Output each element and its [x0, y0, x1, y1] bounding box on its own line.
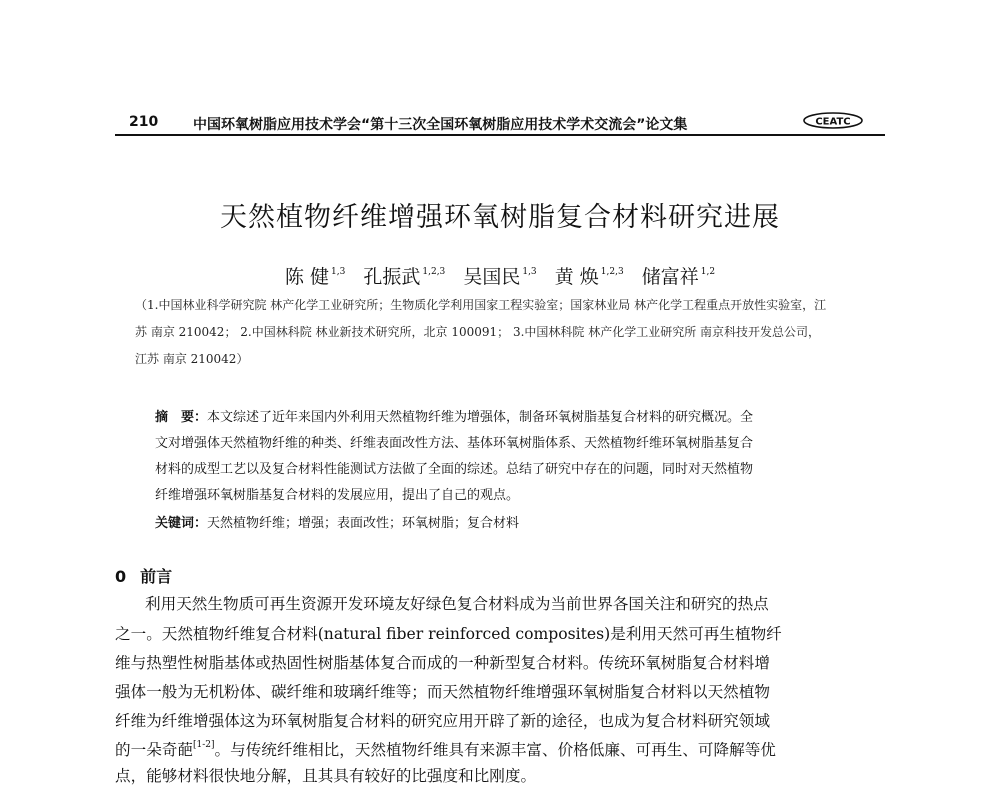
- affiliation-line: （1.中国林业科学研究院 林产化学工业研究所；生物质化学利用国家工程实验室；国家林业局 林产化学工程重点开放性实验室，江: [135, 298, 827, 312]
- author-affil: 1,2,3: [422, 267, 446, 277]
- author-name: 吴国民: [463, 266, 521, 288]
- body-text-line: [115, 738, 885, 760]
- body-text-line: 点，能够材料很快地分解，且其具有较好的比强度和比刚度。: [115, 767, 537, 785]
- body-text-line: 纤维为纤维增强体这为环氧树脂复合材料的研究应用开辟了新的途径，也成为复合材料研究领域: [115, 712, 770, 730]
- keywords-line: [155, 512, 855, 531]
- section-number: 0: [115, 567, 127, 586]
- body-text-line: 利用天然生物质可再生资源开发环境友好绿色复合材料成为当前世界各国关注和研究的热点: [145, 595, 769, 613]
- author: [285, 266, 345, 288]
- citation: [1-2]: [192, 740, 215, 750]
- abstract-line: 材料的成型工艺以及复合材料性能测试方法做了全面的综述。总结了研究中存在的问题，同时对天然植物: [155, 462, 754, 477]
- author: [363, 266, 445, 288]
- author-name: 陈 健: [284, 266, 329, 288]
- abstract-text: 本文综述了近年来国内外利用天然植物纤维为增强体，制备环氧树脂基复合材料的研究概况。全: [207, 410, 754, 425]
- author-affil: 1,2: [700, 267, 716, 277]
- series-title: 中国环氧树脂应用技术学会“第十三次全国环氧树脂应用技术学术交流会”论文集: [193, 117, 688, 133]
- keywords-text: 天然植物纤维；增强；表面改性；环氧树脂；复合材料: [207, 516, 520, 531]
- affiliation-line: 江苏 南京 210042）: [135, 352, 249, 366]
- body-text-line: 维与热塑性树脂基体或热固性树脂基体复合而成的一种新型复合材料。传统环氧树脂复合材料增: [115, 654, 770, 672]
- ceatc-logo-icon: [803, 112, 865, 129]
- page-number: 210: [129, 114, 159, 130]
- author-affil: 1,3: [330, 267, 346, 277]
- body-text-line: 强体一般为无机粉体、碳纤维和玻璃纤维等；而天然植物纤维增强环氧树脂复合材料以天然植物: [115, 683, 770, 701]
- author-name: 储富祥: [641, 266, 699, 288]
- body-text: 的一朵奇葩: [115, 741, 193, 759]
- author: [642, 266, 715, 288]
- logo-text: CEATC: [815, 116, 851, 128]
- author-affil: 1,3: [522, 267, 537, 277]
- running-header: [115, 111, 885, 133]
- abstract-line: 纤维增强环氧树脂基复合材料的发展应用，提出了自己的观点。: [155, 488, 520, 503]
- keywords-label: 关键词：: [155, 516, 208, 531]
- author: [463, 266, 536, 288]
- author-affil: 1,2,3: [600, 267, 624, 277]
- author-name: 黄 焕: [554, 266, 599, 288]
- abstract-label: 摘 要：: [155, 410, 208, 425]
- paper-title: 天然植物纤维增强环氧树脂复合材料研究进展: [220, 202, 780, 233]
- header-rule: [115, 134, 885, 136]
- author: [555, 266, 624, 288]
- body-text: 。与传统纤维相比，天然植物纤维具有来源丰富、价格低廉、可再生、可降解等优: [214, 741, 776, 759]
- body-text-line: 之一。天然植物纤维复合材料(natural fiber reinforced composites)是利用天然可再生植物纤: [115, 625, 782, 643]
- author-list: [0, 262, 1000, 289]
- section-title: 前言: [140, 567, 173, 586]
- abstract-line: 文对增强体天然植物纤维的种类、纤维表面改性方法、基体环氧树脂体系、天然植物纤维环氧树脂基复合: [155, 436, 754, 451]
- affiliation-line: 苏 南京 210042； 2.中国林科院 林业新技术研究所，北京 100091； 3.中国林科院 林产化学工业研究所 南京科技开发总公司，: [135, 325, 821, 339]
- abstract-line: [155, 406, 855, 425]
- author-name: 孔振武: [363, 266, 421, 288]
- section-heading: [115, 564, 172, 587]
